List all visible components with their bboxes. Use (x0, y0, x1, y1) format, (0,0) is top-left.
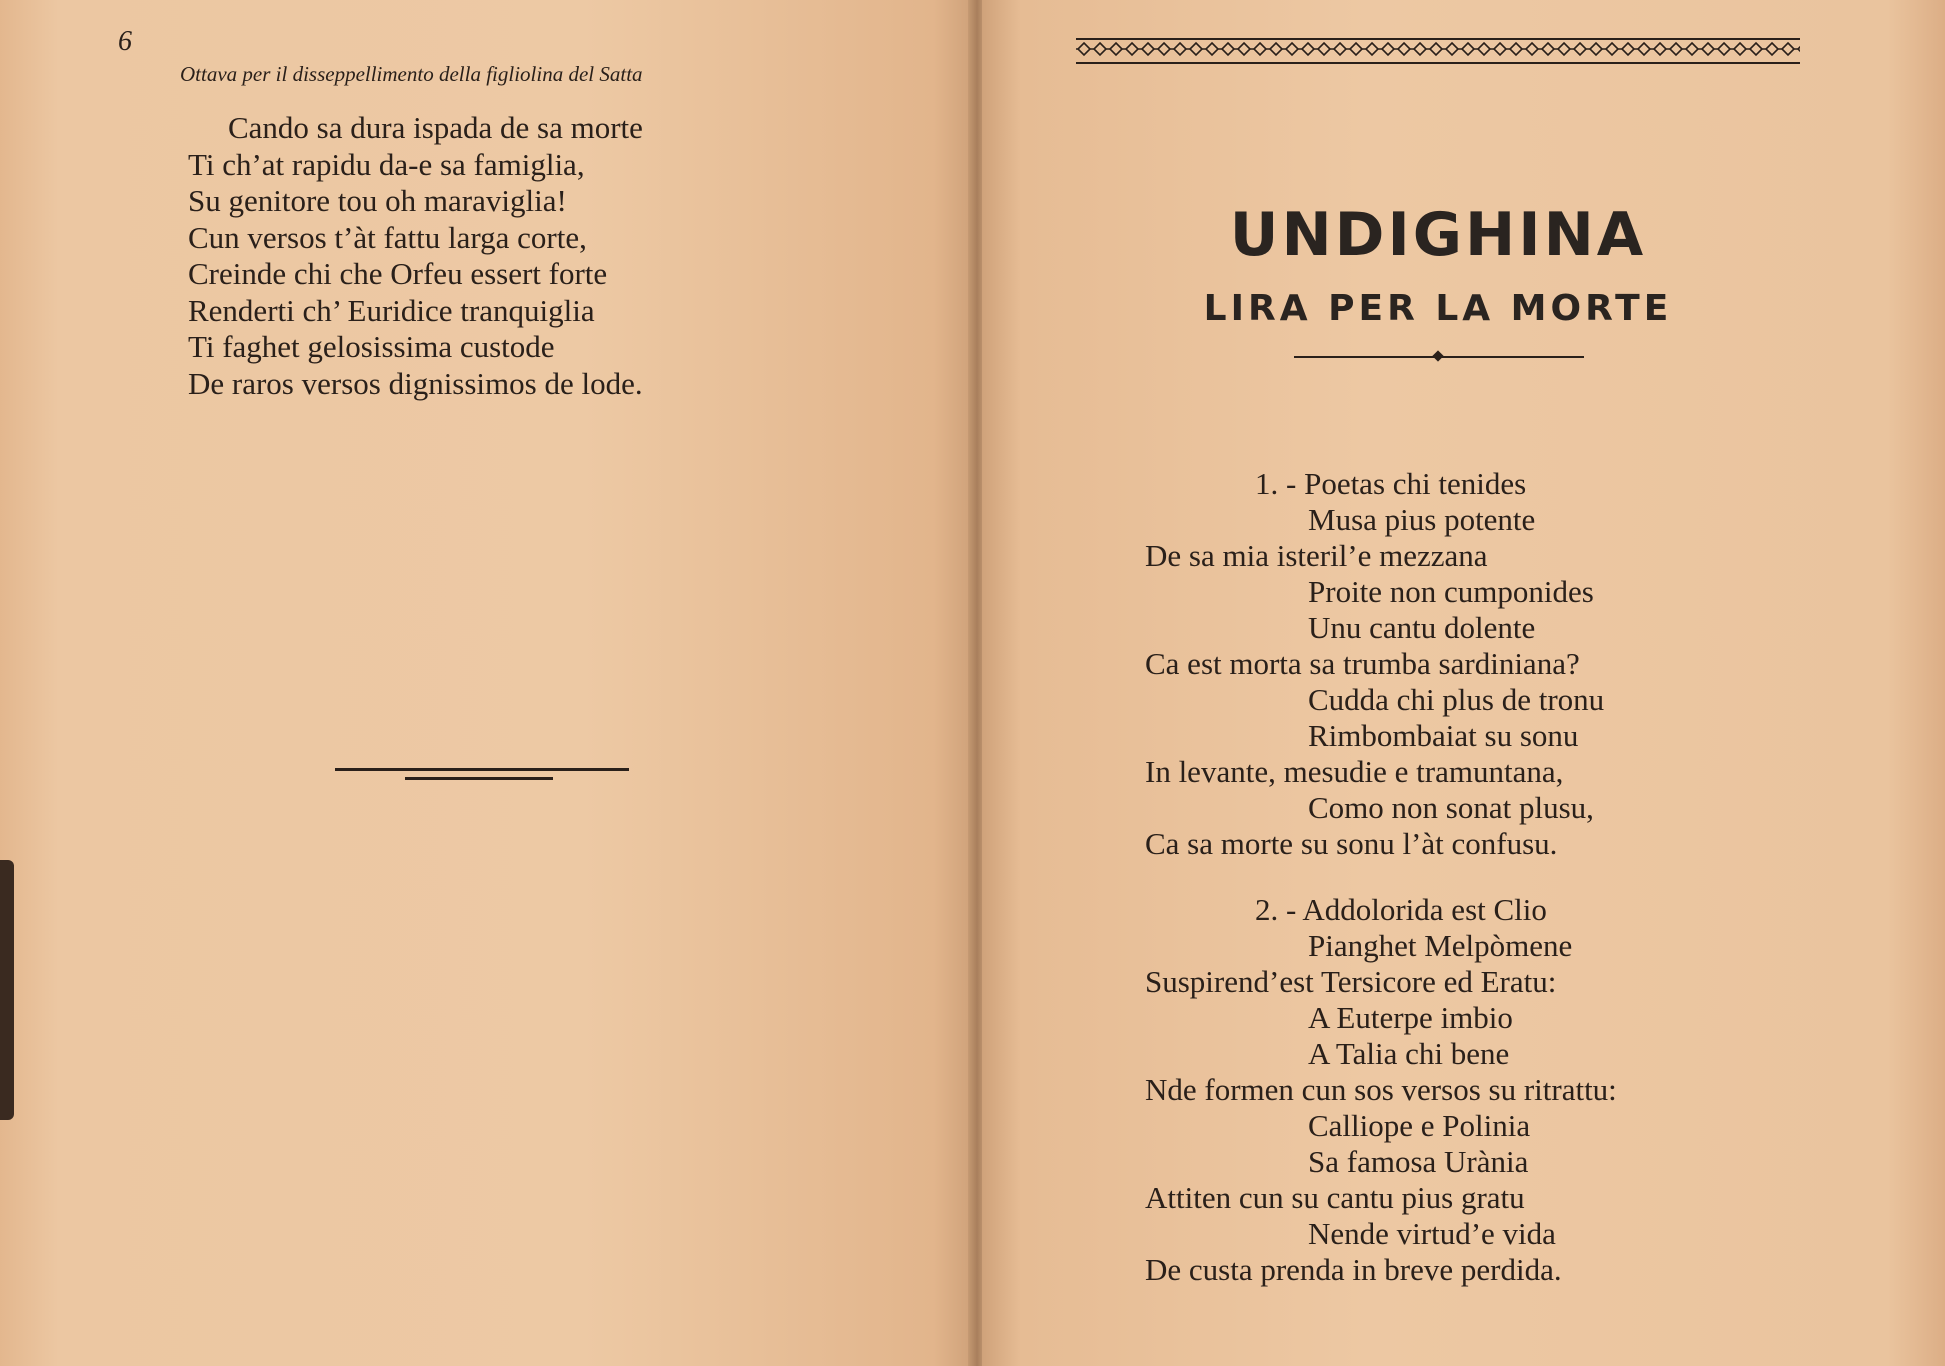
poem-line: 2. - Addolorida est Clio (1255, 892, 1547, 927)
poem-line: A Talia chi bene (1308, 1036, 1510, 1071)
poem-line: De sa mia isteril’e mezzana (1145, 538, 1488, 573)
poem-line: Cun versos t’àt fattu larga corte, (188, 219, 587, 255)
poem-line: Como non sonat plusu, (1308, 790, 1594, 825)
poem-line: Cudda chi plus de tronu (1308, 682, 1605, 717)
poem-subtitle: LIRA PER LA MORTE (1203, 288, 1673, 329)
diamond-chain-ornament (1076, 40, 1800, 58)
page-number: 6 (118, 26, 132, 57)
stanza-1 (1145, 466, 1604, 862)
ornamental-border (1076, 38, 1800, 64)
poem-line: Sa famosa Urània (1308, 1144, 1529, 1179)
poem-line: Cando sa dura ispada de sa morte (228, 110, 643, 145)
poem-line: Suspirend’est Tersicore ed Eratu: (1145, 964, 1557, 999)
torn-page-edge (0, 860, 14, 1120)
poem-line: Calliope e Polinia (1308, 1108, 1531, 1143)
poem-line: Unu cantu dolente (1308, 610, 1536, 645)
poem-line: Ca sa morte su sonu l’àt confusu. (1145, 826, 1558, 861)
left-page (0, 0, 972, 1366)
end-rule-short (405, 777, 553, 780)
poem-line: Ti faghet gelosissima custode (188, 329, 555, 364)
poem-line: Creinde chi che Orfeu essert forte (188, 256, 608, 291)
poem-line: Pianghet Melpòmene (1308, 928, 1573, 963)
poem-line: Ca est morta sa trumba sardiniana? (1145, 646, 1580, 681)
poem-line: 1. - Poetas chi tenides (1255, 466, 1527, 501)
poem-line: In levante, mesudie e tramuntana, (1145, 754, 1564, 789)
ottava-poem (188, 110, 643, 402)
poem-line: De raros versos dignissimos de lode. (188, 365, 643, 401)
poem-line: Nende virtud’e vida (1308, 1216, 1556, 1251)
poem-line: Musa pius potente (1308, 502, 1536, 537)
poem-line: Renderti ch’ Euridice tranquiglia (188, 292, 595, 328)
poem-heading: Ottava per il disseppellimento della figliolina del Satta (180, 62, 643, 86)
end-rule (335, 768, 629, 771)
poem-line: Rimbombaiat su sonu (1308, 718, 1579, 753)
poem-line: Nde formen cun sos versos su ritrattu: (1145, 1072, 1617, 1107)
poem-line: De custa prenda in breve perdida. (1145, 1252, 1562, 1287)
stanza-2 (1145, 892, 1617, 1288)
poem-line: Proite non cumponides (1308, 574, 1594, 609)
poem-line: Ti ch’at rapidu da-e sa famiglia, (188, 146, 585, 182)
poem-line: A Euterpe imbio (1308, 1000, 1513, 1035)
poem-line: Su genitore tou oh maraviglia! (188, 183, 567, 218)
poem-line: Attiten cun su cantu pius gratu (1145, 1180, 1525, 1215)
poem-title: UNDIGHINA (1229, 200, 1647, 270)
